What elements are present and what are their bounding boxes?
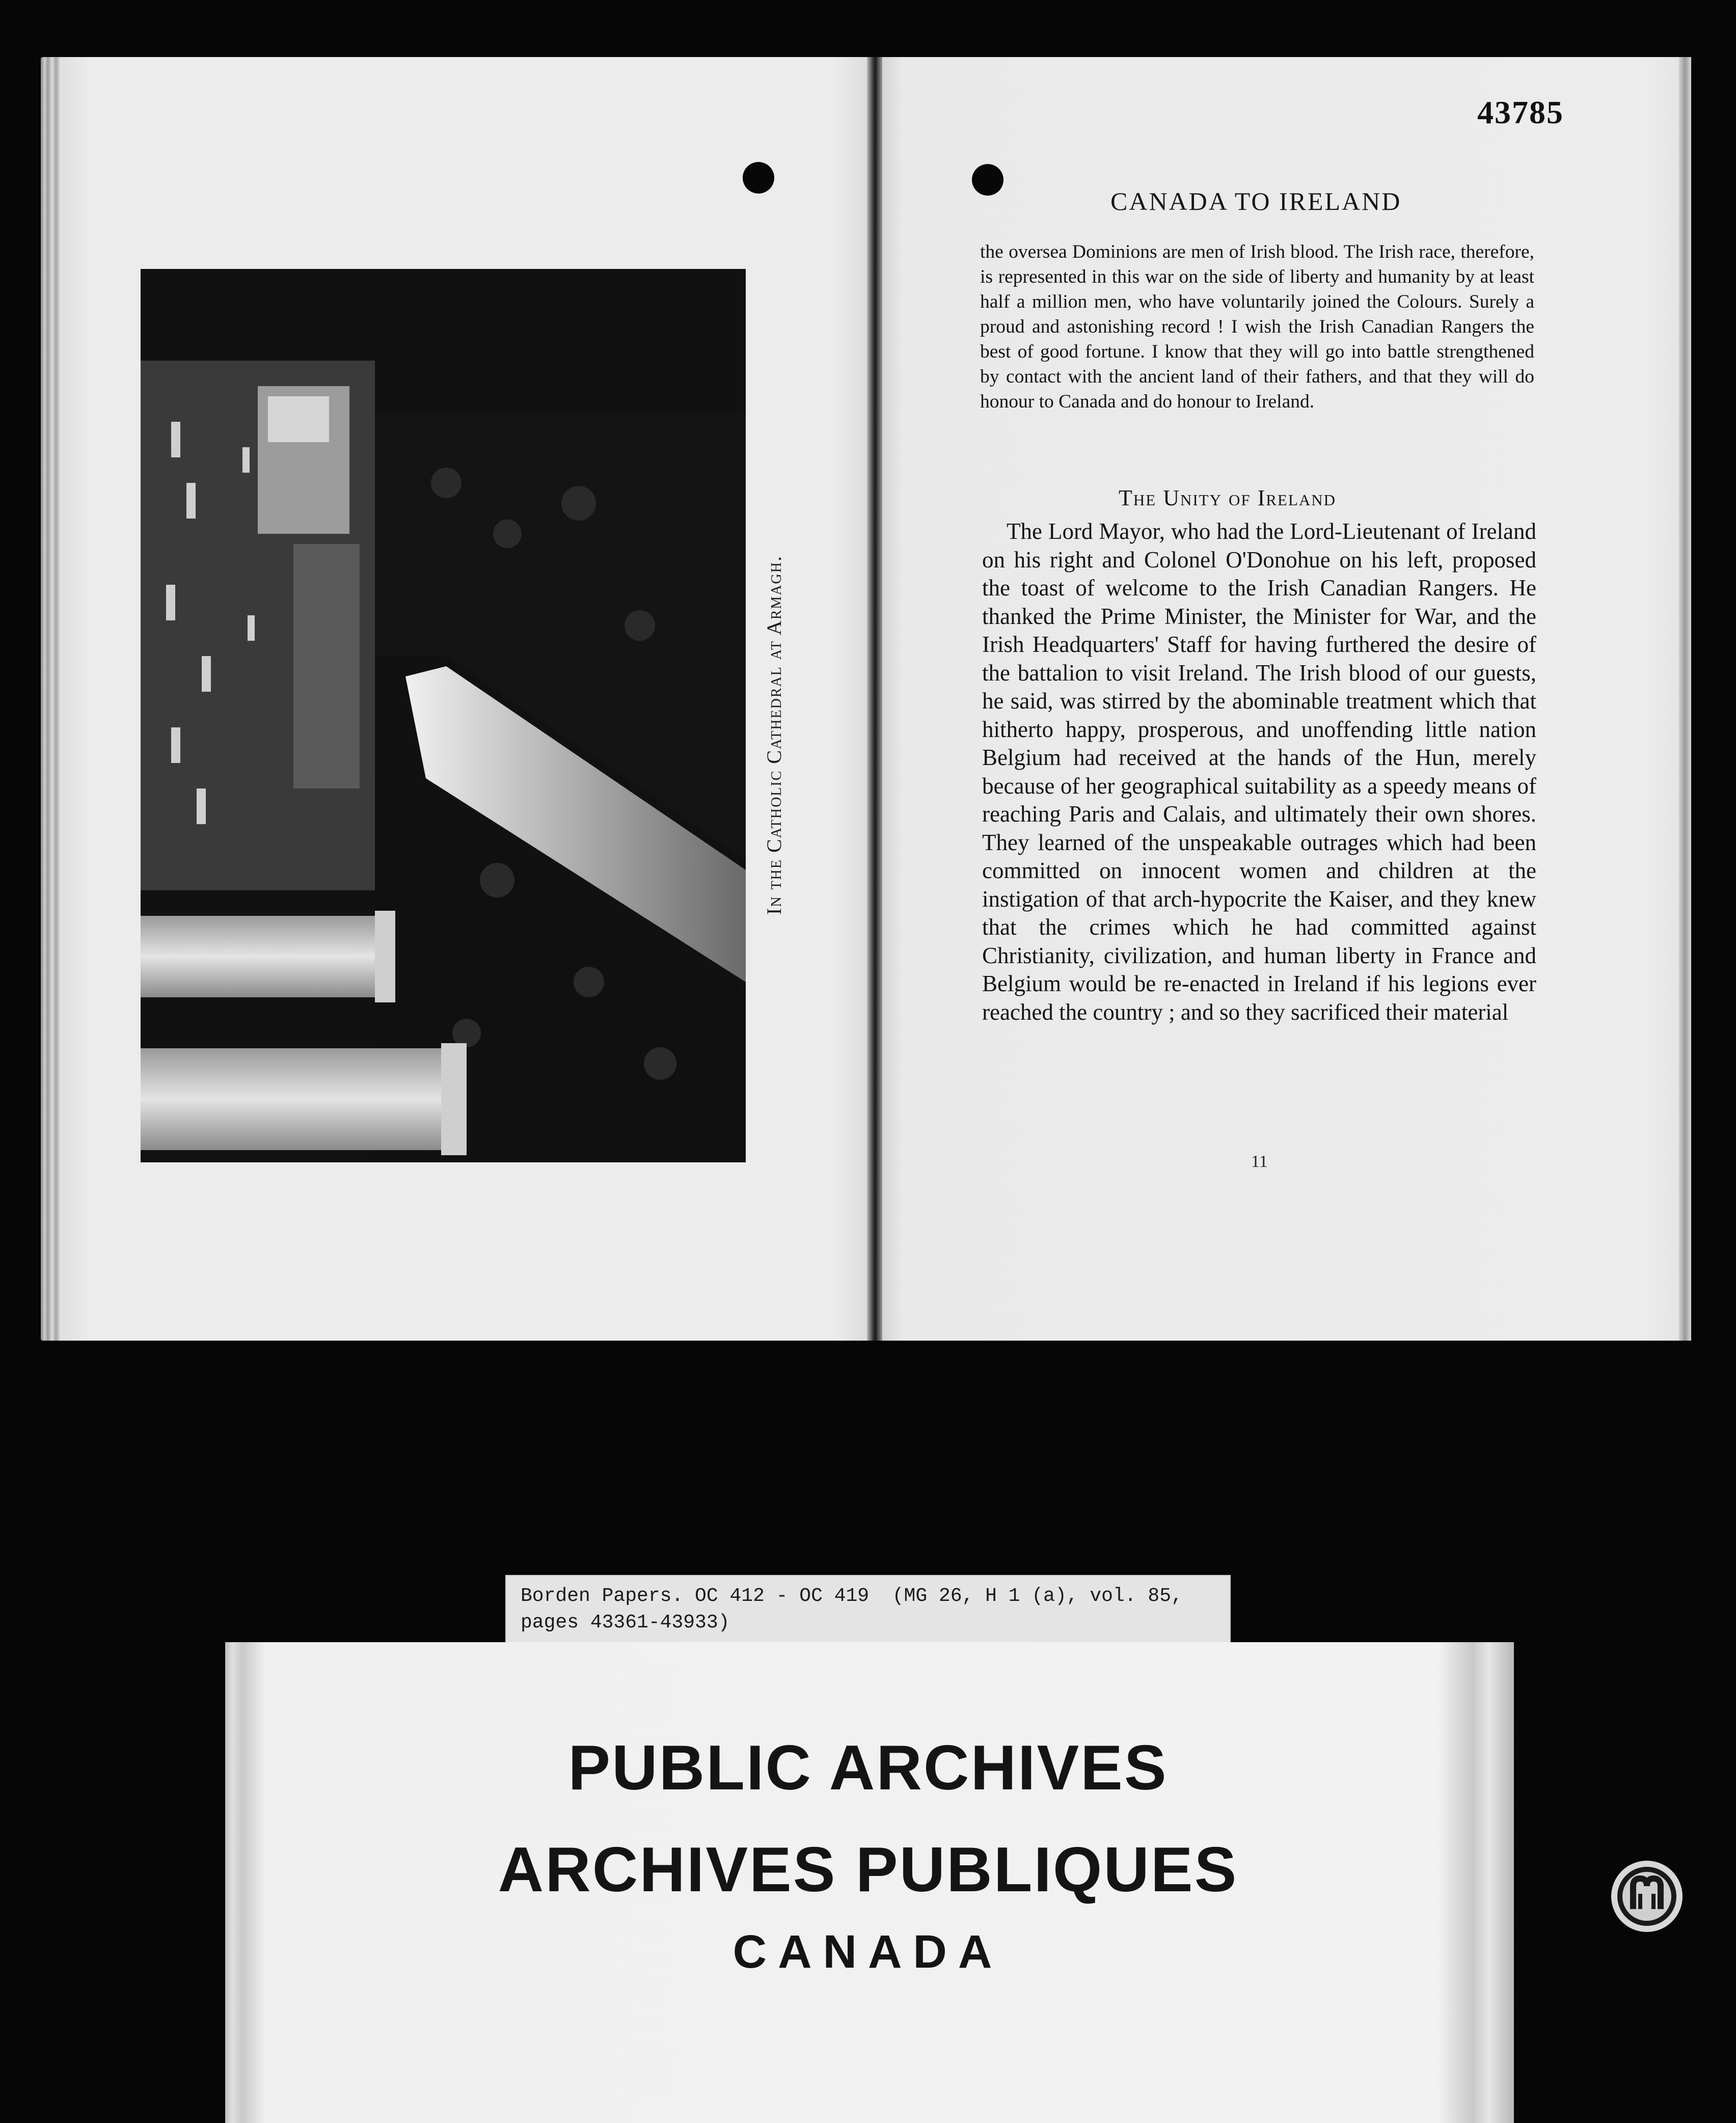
page-number: 11 — [1251, 1152, 1268, 1171]
section-heading: The Unity of Ireland — [1119, 485, 1336, 510]
reference-label-text: Borden Papers. OC 412 - OC 419 (MG 26, H 1 (a), vol. 85, pages 43361-43933) — [521, 1585, 1183, 1634]
archive-card-line-3: CANADA — [733, 1926, 1003, 1978]
plate-caption-text: In the Catholic Cathedral at Armagh. — [763, 555, 785, 915]
right-page-edge — [1679, 57, 1691, 1341]
punch-hole-right — [972, 164, 1003, 196]
cathedral-photograph — [141, 269, 746, 1162]
archive-card-line-2: ARCHIVES PUBLIQUES — [498, 1835, 1238, 1905]
punch-hole-left — [743, 162, 774, 194]
archive-card-line-1: PUBLIC ARCHIVES — [568, 1733, 1168, 1803]
paragraph-1: the oversea Dominions are men of Irish blood. The Irish race, therefore, is represented in this war on the side of liberty and humanity by at least half a million men, who have voluntarily joined the Colours. Surely a proud and astonishing record ! I wish the Irish Canadian Rangers the best of good fortune. I know that they will go into battle strengthened by contact with the ancient land of their fathers, and that they will do honour to Canada and do honour to Ireland. — [980, 241, 1534, 412]
paragraph-2: The Lord Mayor, who had the Lord-Lieutenant of Ireland on his right and Colonel O'Donohue on his left, proposed the toast of welcome to the Irish Canadian Rangers. He thanked the Prime Minister, the Minister for War, and the Irish Headquarters' Staff for having furthered the desire of the battalion to visit Ireland. The Irish blood of our guests, he said, was stirred by the abominable treatment which that hitherto happy, prosperous, and unoffending little nation Belgium had received at the hands of the Hun, merely because of her geographical suitability as a speedy means of reaching Paris and Calais, and ultimately their own shores. They learned of the unspeakable outrages which had been committed on innocent women and children at the instigation of that arch-hypocrite the Kaiser, and they knew that the crimes which he had committed against Christianity, civilization, and human liberty in France and Belgium would be re-enacted in Ireland if his legions ever reached the country ; and so they sacrificed their material — [982, 519, 1536, 1025]
reference-label — [505, 1575, 1231, 1647]
document-number: 43785 — [1477, 94, 1564, 130]
book-gutter — [867, 57, 882, 1341]
running-head: CANADA TO IRELAND — [1110, 187, 1402, 215]
archives-seal-icon — [1609, 1858, 1685, 1935]
